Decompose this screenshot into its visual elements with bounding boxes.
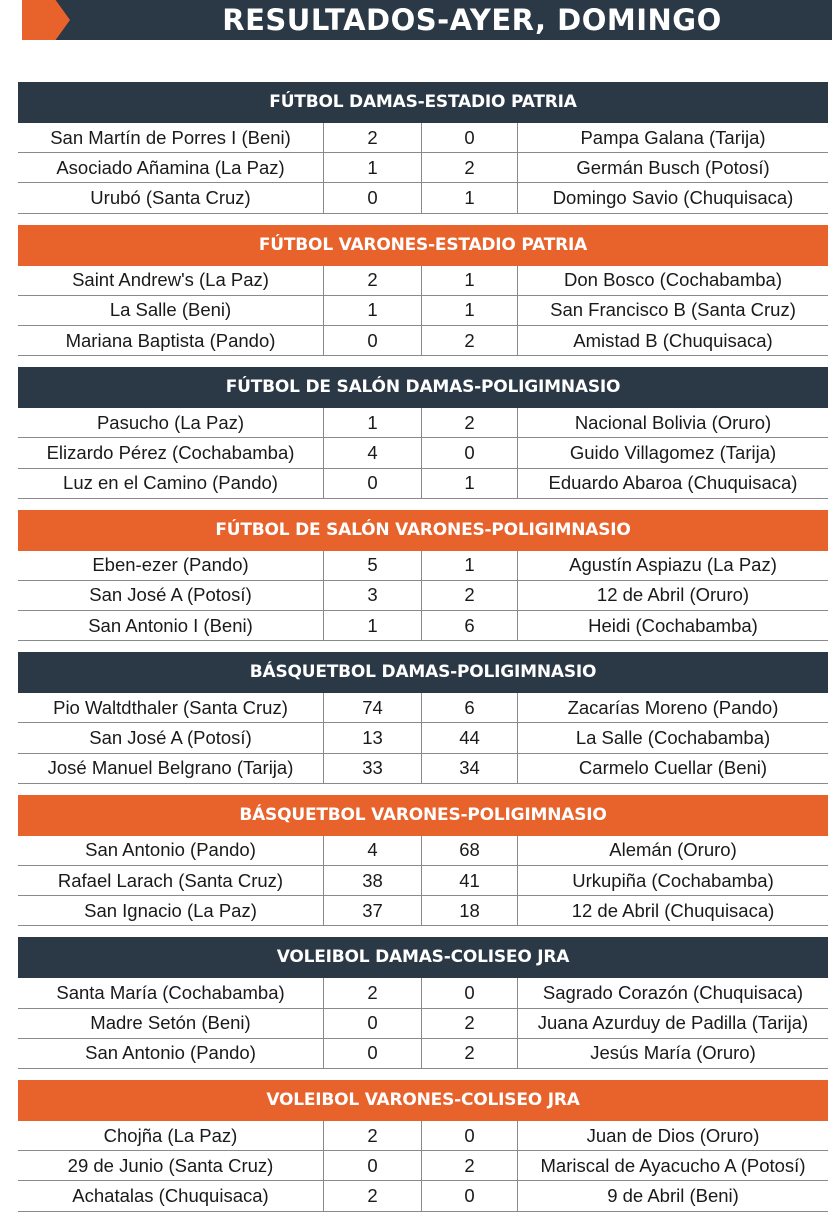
home-team: Mariana Baptista (Pando) xyxy=(18,326,324,355)
match-row xyxy=(18,266,828,296)
home-score: 4 xyxy=(324,836,422,865)
away-team: San Francisco B (Santa Cruz) xyxy=(550,299,796,321)
results-section xyxy=(18,367,828,499)
home-score: 1 xyxy=(324,153,422,182)
section-header: VOLEIBOL VARONES-COLISEO JRA xyxy=(18,1080,828,1121)
home-score: 33 xyxy=(324,754,422,783)
match-row xyxy=(18,1121,828,1151)
section-header: FÚTBOL DE SALÓN VARONES-POLIGIMNASIO xyxy=(18,510,828,551)
home-score: 0 xyxy=(324,1151,422,1180)
away-score: 2 xyxy=(422,326,518,355)
section-header: FÚTBOL VARONES-ESTADIO PATRIA xyxy=(18,225,828,266)
home-team: Madre Setón (Beni) xyxy=(18,1009,324,1038)
match-row xyxy=(18,723,828,753)
away-score: 0 xyxy=(422,1121,518,1150)
home-score: 2 xyxy=(324,1181,422,1210)
away-score: 1 xyxy=(422,551,518,580)
match-row xyxy=(18,408,828,438)
match-row xyxy=(18,326,828,356)
home-team: Asociado Añamina (La Paz) xyxy=(18,153,324,182)
away-team: Zacarías Moreno (Pando) xyxy=(567,696,779,718)
away-score: 2 xyxy=(422,1151,518,1180)
away-team: 12 de Abril (Oruro) xyxy=(596,584,750,606)
home-team: Saint Andrew's (La Paz) xyxy=(18,266,324,295)
home-score: 2 xyxy=(324,1121,422,1150)
match-row xyxy=(18,693,828,723)
away-team: Pampa Galana (Tarija) xyxy=(580,126,766,148)
away-team: Juana Azurduy de Padilla (Tarija) xyxy=(537,1012,809,1034)
results-table xyxy=(18,408,828,499)
home-team: Elizardo Pérez (Cochabamba) xyxy=(18,438,324,467)
home-score: 1 xyxy=(324,611,422,640)
home-team: 29 de Junio (Santa Cruz) xyxy=(18,1151,324,1180)
results-list xyxy=(18,82,828,1223)
match-row xyxy=(18,153,828,183)
home-team: San Antonio (Pando) xyxy=(18,836,324,865)
home-team: Santa María (Cochabamba) xyxy=(18,978,324,1007)
section-header: FÚTBOL DAMAS-ESTADIO PATRIA xyxy=(18,82,828,123)
match-row xyxy=(18,896,828,926)
results-section xyxy=(18,510,828,642)
home-score: 0 xyxy=(324,183,422,212)
home-team: Achatalas (Chuquisaca) xyxy=(18,1181,324,1210)
away-score: 2 xyxy=(422,581,518,610)
home-team: José Manuel Belgrano (Tarija) xyxy=(18,754,324,783)
away-team: Nacional Bolivia (Oruro) xyxy=(574,411,772,433)
away-score: 34 xyxy=(422,754,518,783)
results-section xyxy=(18,82,828,214)
section-header: BÁSQUETBOL VARONES-POLIGIMNASIO xyxy=(18,795,828,836)
home-team: La Salle (Beni) xyxy=(18,296,324,325)
away-team: Eduardo Abaroa (Chuquisaca) xyxy=(548,472,798,494)
away-score: 1 xyxy=(422,296,518,325)
section-header: FÚTBOL DE SALÓN DAMAS-POLIGIMNASIO xyxy=(18,367,828,408)
results-table xyxy=(18,693,828,784)
away-score: 2 xyxy=(422,1009,518,1038)
home-team: Chojña (La Paz) xyxy=(18,1121,324,1150)
home-team: Eben-ezer (Pando) xyxy=(18,551,324,580)
home-team: Urubó (Santa Cruz) xyxy=(18,183,324,212)
match-row xyxy=(18,469,828,499)
away-team: La Salle (Cochabamba) xyxy=(575,727,771,749)
away-team: Mariscal de Ayacucho A (Potosí) xyxy=(540,1154,806,1176)
match-row xyxy=(18,1151,828,1181)
home-team: Luz en el Camino (Pando) xyxy=(18,469,324,498)
home-team: San Martín de Porres I (Beni) xyxy=(18,123,324,152)
away-score: 18 xyxy=(422,896,518,925)
home-score: 2 xyxy=(324,266,422,295)
match-row xyxy=(18,1181,828,1211)
home-score: 3 xyxy=(324,581,422,610)
away-team: Heidi (Cochabamba) xyxy=(588,614,758,636)
match-row xyxy=(18,836,828,866)
title-banner xyxy=(22,0,832,40)
results-table xyxy=(18,266,828,357)
match-row xyxy=(18,438,828,468)
match-row xyxy=(18,581,828,611)
match-row xyxy=(18,866,828,896)
away-score: 0 xyxy=(422,438,518,467)
away-score: 2 xyxy=(422,153,518,182)
home-score: 1 xyxy=(324,296,422,325)
home-score: 4 xyxy=(324,438,422,467)
away-score: 68 xyxy=(422,836,518,865)
away-score: 1 xyxy=(422,266,518,295)
away-team: Agustín Aspiazu (La Paz) xyxy=(569,554,777,576)
results-table xyxy=(18,836,828,927)
results-table xyxy=(18,1121,828,1212)
home-team: San José A (Potosí) xyxy=(18,581,324,610)
home-score: 74 xyxy=(324,693,422,722)
away-score: 41 xyxy=(422,866,518,895)
away-team: Jesús María (Oruro) xyxy=(590,1042,756,1064)
home-team: Rafael Larach (Santa Cruz) xyxy=(18,866,324,895)
away-team: 12 de Abril (Chuquisaca) xyxy=(571,899,775,921)
away-team: Carmelo Cuellar (Beni) xyxy=(578,757,768,779)
match-row xyxy=(18,754,828,784)
home-score: 38 xyxy=(324,866,422,895)
home-team: Pio Waltdthaler (Santa Cruz) xyxy=(18,693,324,722)
match-row xyxy=(18,183,828,213)
home-score: 0 xyxy=(324,1009,422,1038)
away-score: 0 xyxy=(422,978,518,1007)
away-score: 2 xyxy=(422,1039,518,1068)
home-team: San Ignacio (La Paz) xyxy=(18,896,324,925)
results-table xyxy=(18,978,828,1069)
away-team: Sagrado Corazón (Chuquisaca) xyxy=(542,981,804,1003)
results-section xyxy=(18,225,828,357)
home-score: 0 xyxy=(324,326,422,355)
results-table xyxy=(18,123,828,214)
match-row xyxy=(18,978,828,1008)
match-row xyxy=(18,123,828,153)
away-team: Juan de Dios (Oruro) xyxy=(586,1124,760,1146)
results-section xyxy=(18,652,828,784)
away-team: Urkupiña (Cochabamba) xyxy=(572,869,774,891)
results-section xyxy=(18,1080,828,1212)
home-score: 0 xyxy=(324,469,422,498)
results-section xyxy=(18,937,828,1069)
away-score: 44 xyxy=(422,723,518,752)
away-score: 1 xyxy=(422,469,518,498)
home-team: San Antonio I (Beni) xyxy=(18,611,324,640)
page-title: RESULTADOS-AYER, DOMINGO xyxy=(222,3,722,37)
section-header: BÁSQUETBOL DAMAS-POLIGIMNASIO xyxy=(18,652,828,693)
section-header: VOLEIBOL DAMAS-COLISEO JRA xyxy=(18,937,828,978)
away-team: Amistad B (Chuquisaca) xyxy=(573,329,773,351)
home-score: 13 xyxy=(324,723,422,752)
away-team: 9 de Abril (Beni) xyxy=(607,1184,739,1206)
home-score: 5 xyxy=(324,551,422,580)
home-score: 2 xyxy=(324,978,422,1007)
away-team: Don Bosco (Cochabamba) xyxy=(564,269,782,291)
home-team: San Antonio (Pando) xyxy=(18,1039,324,1068)
away-score: 0 xyxy=(422,123,518,152)
away-score: 2 xyxy=(422,408,518,437)
home-team: San José A (Potosí) xyxy=(18,723,324,752)
home-team: Pasucho (La Paz) xyxy=(18,408,324,437)
home-score: 2 xyxy=(324,123,422,152)
match-row xyxy=(18,551,828,581)
away-score: 1 xyxy=(422,183,518,212)
away-score: 6 xyxy=(422,693,518,722)
away-team: Guido Villagomez (Tarija) xyxy=(569,441,777,463)
match-row xyxy=(18,296,828,326)
match-row xyxy=(18,1039,828,1069)
home-score: 37 xyxy=(324,896,422,925)
match-row xyxy=(18,1009,828,1039)
away-team: Germán Busch (Potosí) xyxy=(576,156,770,178)
results-section xyxy=(18,795,828,927)
away-team: Domingo Savio (Chuquisaca) xyxy=(552,186,794,208)
home-score: 0 xyxy=(324,1039,422,1068)
away-score: 0 xyxy=(422,1181,518,1210)
match-row xyxy=(18,611,828,641)
results-table xyxy=(18,551,828,642)
away-team: Alemán (Oruro) xyxy=(609,839,737,861)
away-score: 6 xyxy=(422,611,518,640)
home-score: 1 xyxy=(324,408,422,437)
